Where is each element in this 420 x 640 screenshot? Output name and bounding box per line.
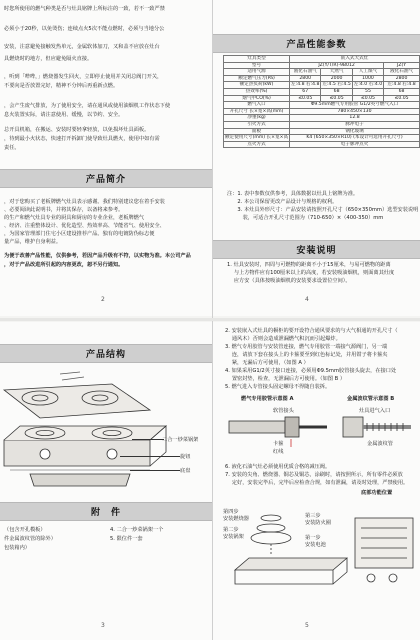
text-line: 息火装置实际，请注意使用、缓慢，以节约、安全。 [4, 112, 124, 118]
spec-cell: 2800 [384, 75, 420, 82]
spec-cell: 左:4.8 右:4.8 [384, 82, 420, 89]
page-3 [0, 322, 212, 640]
step-label: 安装防火圈 [305, 520, 331, 526]
fig-a-label: 软管接头 [273, 408, 294, 414]
section-heading: 产品性能参数 [213, 34, 420, 53]
spec-cell: 额定燃气压力(Pa) [224, 75, 290, 82]
install-line: 4. 如果采用G1/2英寸接口连接，必须用Φ9.5mm胶管接头旋去，在接口处 [225, 368, 397, 374]
section-heading: 安装说明 [213, 240, 420, 259]
text-line: 安装，注意避免接触发热单元，金属软体加刀，又和盖不应放在灶台 [4, 44, 160, 50]
spec-cell: 68 [321, 88, 352, 95]
text-line: ，待到最小火状态，快速打开拆卸门使导致灶具燃火，使用中如有需 [4, 136, 160, 142]
spec-cell: ≤0.05 [352, 95, 383, 102]
install-line: 连，请放下套在接头上的卡箍要至到红色标记处，并用钳子将卡箍夹 [225, 352, 388, 358]
extra-line: 7. 安装的尖角、燃烧器、铜芯及铜芯，涂刷时，请按照所示，所有零件必须放 [225, 472, 403, 478]
accessory-line: 件金属波纹管的除外） [4, 536, 56, 542]
fig-bottom-title: 底部功能位置 [361, 490, 393, 496]
install-line: 紧，无漏后方可使用，（如图 A ） [225, 360, 309, 366]
install-line: 与上方物件应有100厘米以上的高度，若安装吸油烟机，则面离其灶度 [227, 270, 395, 276]
text-line: 总开具机箱，在搬运、安装时要轻拿轻放，以免损坏灶具面板。 [4, 127, 150, 133]
spec-cell: 左:4.5 右:4.5 [322, 82, 351, 88]
spec-cell: 额定使用尺寸(mm) 长×宽×高 [225, 135, 289, 141]
install-line: 1. 灶具安装时，四周与可燃物的距离不小于15厘米，与易可燃物的距离 [227, 262, 391, 268]
label-base: 底盘 [180, 468, 191, 474]
spec-model-label: 型号 [224, 62, 290, 69]
intro-line: 量产品，维护自身利益。 [4, 239, 62, 245]
spec-cell: 左:4.0 右:4.0 [353, 82, 383, 88]
install-line: 应方安（具体按吸油烟机的安装要求设置位空间）。 [227, 278, 351, 284]
page-number: 2 [101, 296, 105, 303]
notice-line: 为便于改善产品性能，仅供参考，若因产品升级有不符，以实物为准。本公司产品 [4, 253, 191, 259]
fig-a-title: 燃气专用胶管示意图 A [241, 396, 294, 402]
page-number: 3 [101, 622, 105, 629]
page-number: 4 [305, 296, 309, 303]
intro-line: 、经济、注重整体设计、优化造型、热效率高、节能省气、使用安全、 [4, 223, 165, 229]
step-label: 第二步 [223, 527, 239, 533]
spec-cell: 脉冲电子 [290, 121, 420, 128]
text-line: ，听到「哔哔，」燃烧器发生回火，立即停止使用并关闭总阀门开关， [4, 74, 163, 80]
spec-cell: 12.8 [290, 115, 420, 122]
extra-line: 定好，安装完毕后，完毕后应检查合规，如有泄漏，请及时处理，严禁使用。 [225, 480, 409, 486]
text-line: 时您所使用的燃气种类是否与灶具铭牌上所标注的一致，若不一致严禁 [4, 6, 165, 12]
page-2 [0, 0, 212, 316]
spec-cell: ≤0.05 [290, 95, 321, 102]
spec-cell: ≤0.05 [321, 95, 352, 102]
spec-cell: 55 [352, 88, 383, 95]
spec-cell: 天然气 [321, 69, 352, 76]
section-heading: 产品结构 [0, 344, 212, 363]
fig-b-label: 金属波纹管 [367, 441, 393, 447]
row-divider [0, 318, 420, 321]
install-line: 3. 燃气专用胶管与安装管连接，燃气专用胶管一端接气源阀门，另一端 [225, 344, 388, 350]
extra-line: 6. 液化石油气灶必须使用优质合格的减压阀。 [225, 464, 331, 470]
step-label: 第一步 [305, 535, 321, 541]
accessory-line: 包装箱内） [4, 545, 30, 551]
install-line: 2. 安装嵌入式灶具的橱柜的要开设符合通风要求的与大气相通的开孔尺寸（ [225, 328, 398, 334]
step-label: 安装电池 [305, 542, 326, 548]
spec-cell: 钢化玻璃 [290, 128, 420, 135]
step-label: 第四步 [223, 509, 239, 515]
step-label: 安装锅架 [223, 534, 244, 540]
page-number: 5 [305, 622, 309, 629]
note-line: 2. 本公司保留更改产品设计与规格的权利。 [227, 199, 338, 205]
spec-cell: 液化石油气 [384, 69, 420, 76]
leader-line [130, 470, 180, 471]
leader-line [120, 456, 180, 457]
spec-cell: 额定热负荷(kW) [224, 82, 290, 89]
spec-cell: 面板 [224, 128, 290, 135]
leader-line [132, 439, 164, 440]
accessory-line: （包含开孔模板） [4, 527, 46, 533]
intro-line: 、必要阅读此说明书，并将其保存，以备将来参考。 [4, 207, 124, 213]
label-knob: 旋钮 [180, 454, 191, 460]
page-4 [213, 0, 420, 316]
spec-cell: K4 (650×350×R10) (本设计可选用开孔尺寸) [290, 135, 420, 142]
fig-b-title: 金属波纹管示意图 B [347, 396, 395, 402]
spec-cell: 热效率(%) [224, 88, 290, 95]
text-line: 责任。 [4, 145, 20, 151]
note-line: 装，可适合开孔尺寸范围为（710-650）×（400-350）mm [227, 215, 384, 221]
text-line: 具燃烧时的地方，但应避免隔火直接。 [4, 56, 93, 62]
step-label: 第三步 [305, 513, 321, 519]
fig-a-label: 红线 [273, 449, 284, 455]
spec-cell: 人工煤气 [352, 69, 383, 76]
intro-line: 的生产和燃气灶具专业的厨具和厨房的专业企业，老板牌燃气 [4, 215, 145, 221]
spec-model: JZ(Y [384, 62, 420, 69]
spec-cell: 引火方式 [224, 121, 290, 128]
spec-cell: 电子脉冲点火 [290, 141, 420, 148]
note-line: 3. 本灶具外形尺寸：产品安装请按照开孔尺寸（650×350mm）选型安装说明 [227, 207, 419, 213]
spec-cell: 67 [290, 88, 321, 95]
text-line: 不要向是否放置完好，精神不分钟后再重新点燃。 [4, 83, 119, 89]
spec-model: JZ(Y/T/R)-9B012 [290, 62, 384, 69]
step-label: 安装燃烧器 [223, 516, 249, 522]
fig-a-label: 卡箍 [273, 441, 284, 447]
spec-header: 嵌入式大式灶 [290, 56, 420, 63]
section-heading: 附 件 [0, 502, 212, 521]
fig-b-label: 灶具进气入口 [359, 408, 391, 414]
spec-cell: 燃气入口 [224, 102, 290, 109]
spec-cell: 适用气源 [224, 69, 290, 76]
spec-cell: 1000 [352, 75, 383, 82]
text-line: 必须小于20秒，以免烫伤；连续点火5次不能点燃时，必须与当地分公 [4, 26, 165, 32]
spec-cell: 780×450×130 [290, 108, 420, 115]
spec-cell: 68 [384, 88, 420, 95]
section-heading: 产品简介 [0, 169, 212, 188]
spec-cell: 2000 [321, 75, 352, 82]
accessory-line: 5. 限位件一套 [110, 536, 143, 542]
notice-line: ，对于产品改进所引起的内容更改，恕不另行通知。 [4, 262, 124, 268]
note-line: 注：1. 表中参数仅供参考，具体数据以灶具上铭牌为准。 [227, 191, 359, 197]
spec-cell: 烟气中CO(%) [224, 95, 290, 102]
accessory-line: 4. 二合一炒菜锅架一个 [110, 527, 164, 533]
intro-line: ，为国家管理部门住宅小区建设推荐产品。独有的电镀防伪标志便 [4, 231, 155, 237]
intro-line: ，对于您购买了老板牌燃气灶具表示感谢。我们特别建议您在着手安装 [4, 199, 165, 205]
spec-cell: 净重(kg) [224, 115, 290, 122]
spec-cell: Φ9.5mm燃气专用胶管 G1/2英寸燃气入口 [290, 102, 420, 109]
text-line: ，会产生废气排放，为了使用安全，请在通风或使用油烟机工作状态下使 [4, 103, 171, 109]
install-line: 通风木）否则会造成泄漏燃气积沉而引起爆炸。 [225, 336, 341, 342]
page-5 [213, 322, 420, 640]
label-pan-rack: 二合一炒菜锅架 [162, 437, 199, 443]
spec-cell: 点火方式 [224, 141, 290, 148]
install-line: 5. 燃气进入专管接头固定螺母不得随自装拆。 [225, 384, 331, 390]
spec-cell: ≤0.05 [384, 95, 420, 102]
spec-cell: 左:4.8 右:4.8 [291, 82, 320, 88]
spec-cell: 开孔尺寸 长×宽×高(mm) [224, 108, 290, 115]
spec-table [223, 55, 420, 148]
spec-cell: 2800 [290, 75, 321, 82]
spec-header: 灶具类型 [224, 56, 290, 63]
install-line: 置密封垫，检查，无泄漏后方可使用。（如图 B ） [225, 376, 346, 382]
spec-cell: 液化石油气 [290, 69, 321, 76]
